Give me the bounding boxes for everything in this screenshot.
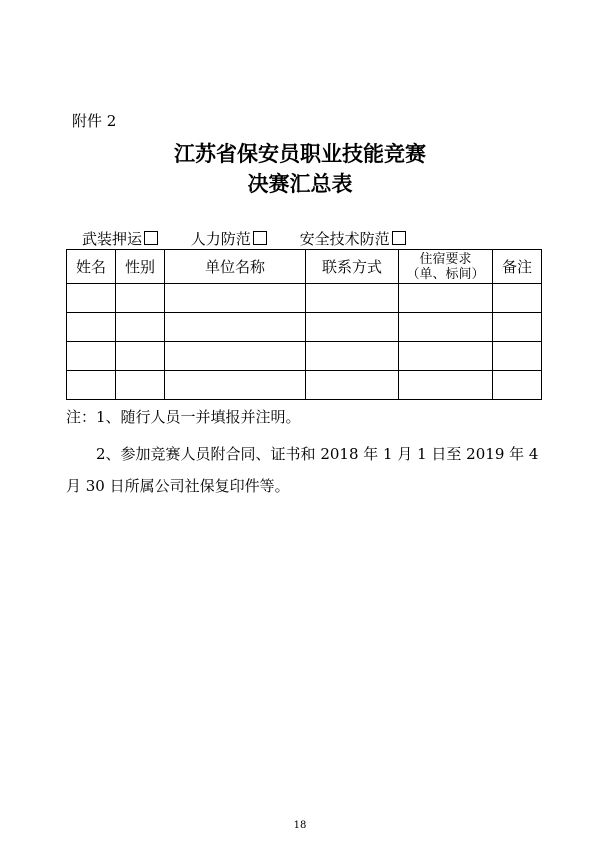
attachment-label: 附件 2 <box>72 112 117 130</box>
table-cell[interactable] <box>399 313 493 342</box>
table-cell[interactable] <box>67 371 116 400</box>
header-gender: 性别 <box>116 250 165 284</box>
header-name: 姓名 <box>67 250 116 284</box>
table-cell[interactable] <box>116 371 165 400</box>
table-cell[interactable] <box>67 342 116 371</box>
checkbox-icon[interactable] <box>253 231 267 245</box>
table-cell[interactable] <box>493 371 542 400</box>
table-cell[interactable] <box>165 371 306 400</box>
header-accommodation: 住宿要求 （单、标间） <box>399 250 493 284</box>
header-remarks: 备注 <box>493 250 542 284</box>
table-row <box>67 313 542 342</box>
note-1: 注：1、随行人员一并填报并注明。 <box>66 408 301 426</box>
table-cell[interactable] <box>116 284 165 313</box>
table-cell[interactable] <box>67 313 116 342</box>
category-technical-defense[interactable]: 安全技术防范 <box>300 228 406 249</box>
category-options <box>82 228 434 249</box>
table-cell[interactable] <box>493 342 542 371</box>
table-cell[interactable] <box>306 313 399 342</box>
table-cell[interactable] <box>306 284 399 313</box>
table-cell[interactable] <box>116 313 165 342</box>
table-cell[interactable] <box>67 284 116 313</box>
category-armed-escort[interactable]: 武装押运 <box>82 228 158 249</box>
table-cell[interactable] <box>493 313 542 342</box>
table-cell[interactable] <box>493 284 542 313</box>
table-row <box>67 284 542 313</box>
document-title: 江苏省保安员职业技能竞赛 <box>174 142 426 166</box>
checkbox-icon[interactable] <box>144 231 158 245</box>
table-row <box>67 342 542 371</box>
table-cell[interactable] <box>399 371 493 400</box>
document-subtitle: 决赛汇总表 <box>247 172 353 196</box>
table-cell[interactable] <box>399 342 493 371</box>
table-cell[interactable] <box>399 284 493 313</box>
header-organization: 单位名称 <box>165 250 306 284</box>
checkbox-icon[interactable] <box>392 231 406 245</box>
header-contact: 联系方式 <box>306 250 399 284</box>
table-row <box>67 371 542 400</box>
table-cell[interactable] <box>165 284 306 313</box>
table-cell[interactable] <box>306 342 399 371</box>
summary-table <box>66 249 542 400</box>
table-cell[interactable] <box>116 342 165 371</box>
table-cell[interactable] <box>165 313 306 342</box>
table-cell[interactable] <box>306 371 399 400</box>
table-header-row <box>67 250 542 284</box>
category-manpower-defense[interactable]: 人力防范 <box>191 228 267 249</box>
page-number: 18 <box>293 820 307 831</box>
note-2: 2、参加竞赛人员附合同、证书和 2018 年 1 月 1 日至 2019 年 4 月 30 日所属公司社保复印件等。 <box>66 445 539 495</box>
table-cell[interactable] <box>165 342 306 371</box>
